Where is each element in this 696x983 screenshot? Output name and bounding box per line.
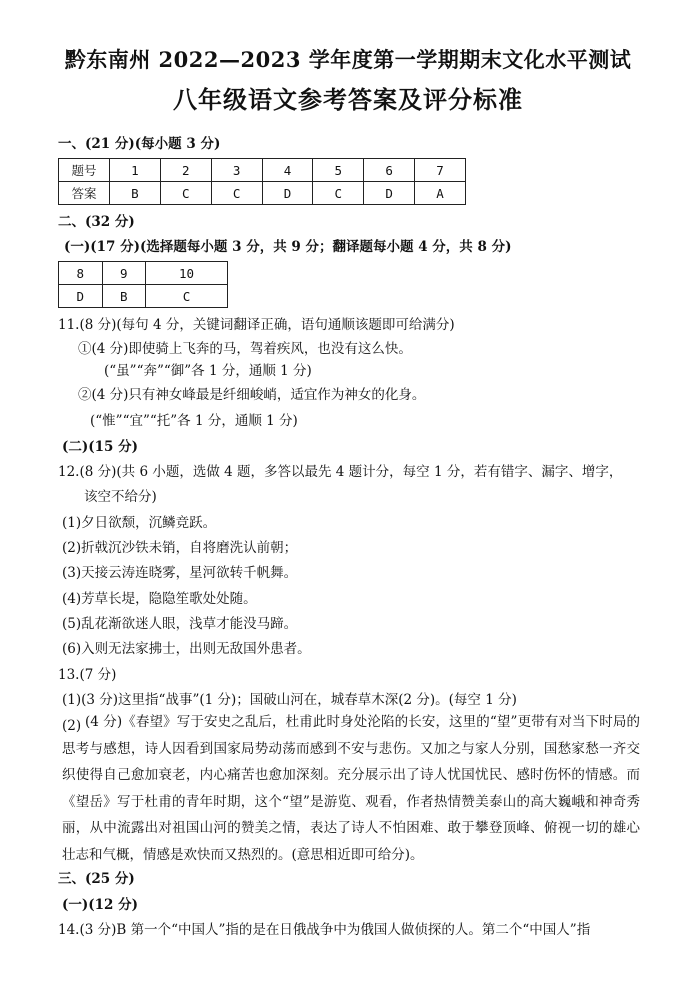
q12-item: (4)芳草长堤，隐隐笙歌处处随。 [62,591,257,607]
table-cell: 3 [211,159,262,182]
q11-answer-1-note: (“虽”“奔”“御”各 1 分，通顺 1 分) [104,363,312,379]
table-cell: C [160,182,211,205]
document-subtitle: 八年级语文参考答案及评分标准 [173,85,523,114]
q11-heading: 11.(8 分)(每句 4 分，关键词翻译正确，语句通顺该题即可给满分) [58,317,455,333]
table-cell: 答案 [59,182,110,205]
section2-sub1: (一)(17 分)(选择题每小题 3 分，共 9 分；翻译题每小题 4 分，共 8 分) [64,239,512,255]
answer-table-2 [58,261,228,308]
table-cell: C [313,182,364,205]
table-cell: A [415,182,466,205]
q12-item: (6)入则无法家拂士，出则无敌国外患者。 [62,641,311,657]
table-cell: 5 [313,159,364,182]
table-cell: D [59,285,103,308]
table-cell: 4 [262,159,313,182]
q12-heading-cont: 该空不给分) [84,489,157,505]
q12-item: (3)天接云涛连晓雾，星河欲转千帆舞。 [62,565,298,581]
q13-answer-2-label: (2) [62,718,82,734]
table-cell: C [211,182,262,205]
q11-answer-2-note: (“惟”“宜”“托”各 1 分，通顺 1 分) [90,413,298,429]
table-cell: 6 [364,159,415,182]
table-cell: D [262,182,313,205]
table-cell: B [102,285,146,308]
table-row [59,262,228,285]
table-cell: 10 [146,262,228,285]
answer-table-1 [58,158,466,205]
q12-item: (5)乱花渐欲迷人眼，浅草才能没马蹄。 [62,616,298,632]
q12-item: (1)夕日欲颓，沉鳞竞跃。 [62,515,217,531]
table-cell: 2 [160,159,211,182]
q11-answer-2: ②(4 分)只有神女峰最是纤细峻峭，适宜作为神女的化身。 [78,387,426,403]
table-cell: 1 [110,159,161,182]
section3-sub1: (一)(12 分) [62,897,139,913]
table-cell: 题号 [59,159,110,182]
q14-answer: 14.(3 分)B 第一个“中国人”指的是在日俄战争中为俄国人做侦探的人。第二个“中国人”指 [58,922,591,938]
q11-answer-1: ①(4 分)即使骑上飞奔的马，驾着疾风，也没有这么快。 [78,341,412,357]
q13-answer-1: (1)(3 分)这里指“战事”(1 分)；国破山河在，城春草木深(2 分)。(每空 1 分) [62,692,517,708]
section1-heading: 一、(21 分)(每小题 3 分) [58,136,221,152]
q12-item: (2)折戟沉沙铁未销，自将磨洗认前朝； [62,540,298,556]
table-row [59,182,466,205]
document-title: 黔东南州 2022—2023 学年度第一学期期末文化水平测试 [64,47,632,72]
q13-heading: 13.(7 分) [58,667,117,683]
table-row [59,159,466,182]
section2-heading: 二、(32 分) [58,214,135,230]
table-cell: B [110,182,161,205]
table-cell: 7 [415,159,466,182]
section3-heading: 三、(25 分) [58,871,135,887]
table-cell: C [146,285,228,308]
table-cell: D [364,182,415,205]
table-cell: 8 [59,262,103,285]
q12-heading: 12.(8 分)(共 6 小题，选做 4 题，多答以最先 4 题计分，每空 1 分，若有错字、漏字、增字， [58,464,623,480]
table-row [59,285,228,308]
section2-sub2: (二)(15 分) [62,439,139,455]
q13-answer-2-body: (4 分)《春望》写于安史之乱后，杜甫此时身处沦陷的长安，这里的“望”更带有对当下时局的思考与感想，诗人因看到国家局势动荡而感到不安与悲伤。又加之与家人分别，国愁家愁一齐交织使得自己愈加衰老，内心痛苦也愈加深刻。充分展示出了诗人忧国忧民、感时伤怀的情感。而《望岳》写于杜甫的青年时期，这个“望”是游览、观看，作者热情赞美泰山的高大巍峨和神奇秀丽，从中流露出对祖国山河的赞美之情，表达了诗人不怕困难、敢于攀登顶峰、俯视一切的雄心壮志和气概，情感是欢快而又热烈的。(意思相近即可给分)。 [62,714,640,863]
table-cell: 9 [102,262,146,285]
q13-answer-2-text [62,709,640,868]
